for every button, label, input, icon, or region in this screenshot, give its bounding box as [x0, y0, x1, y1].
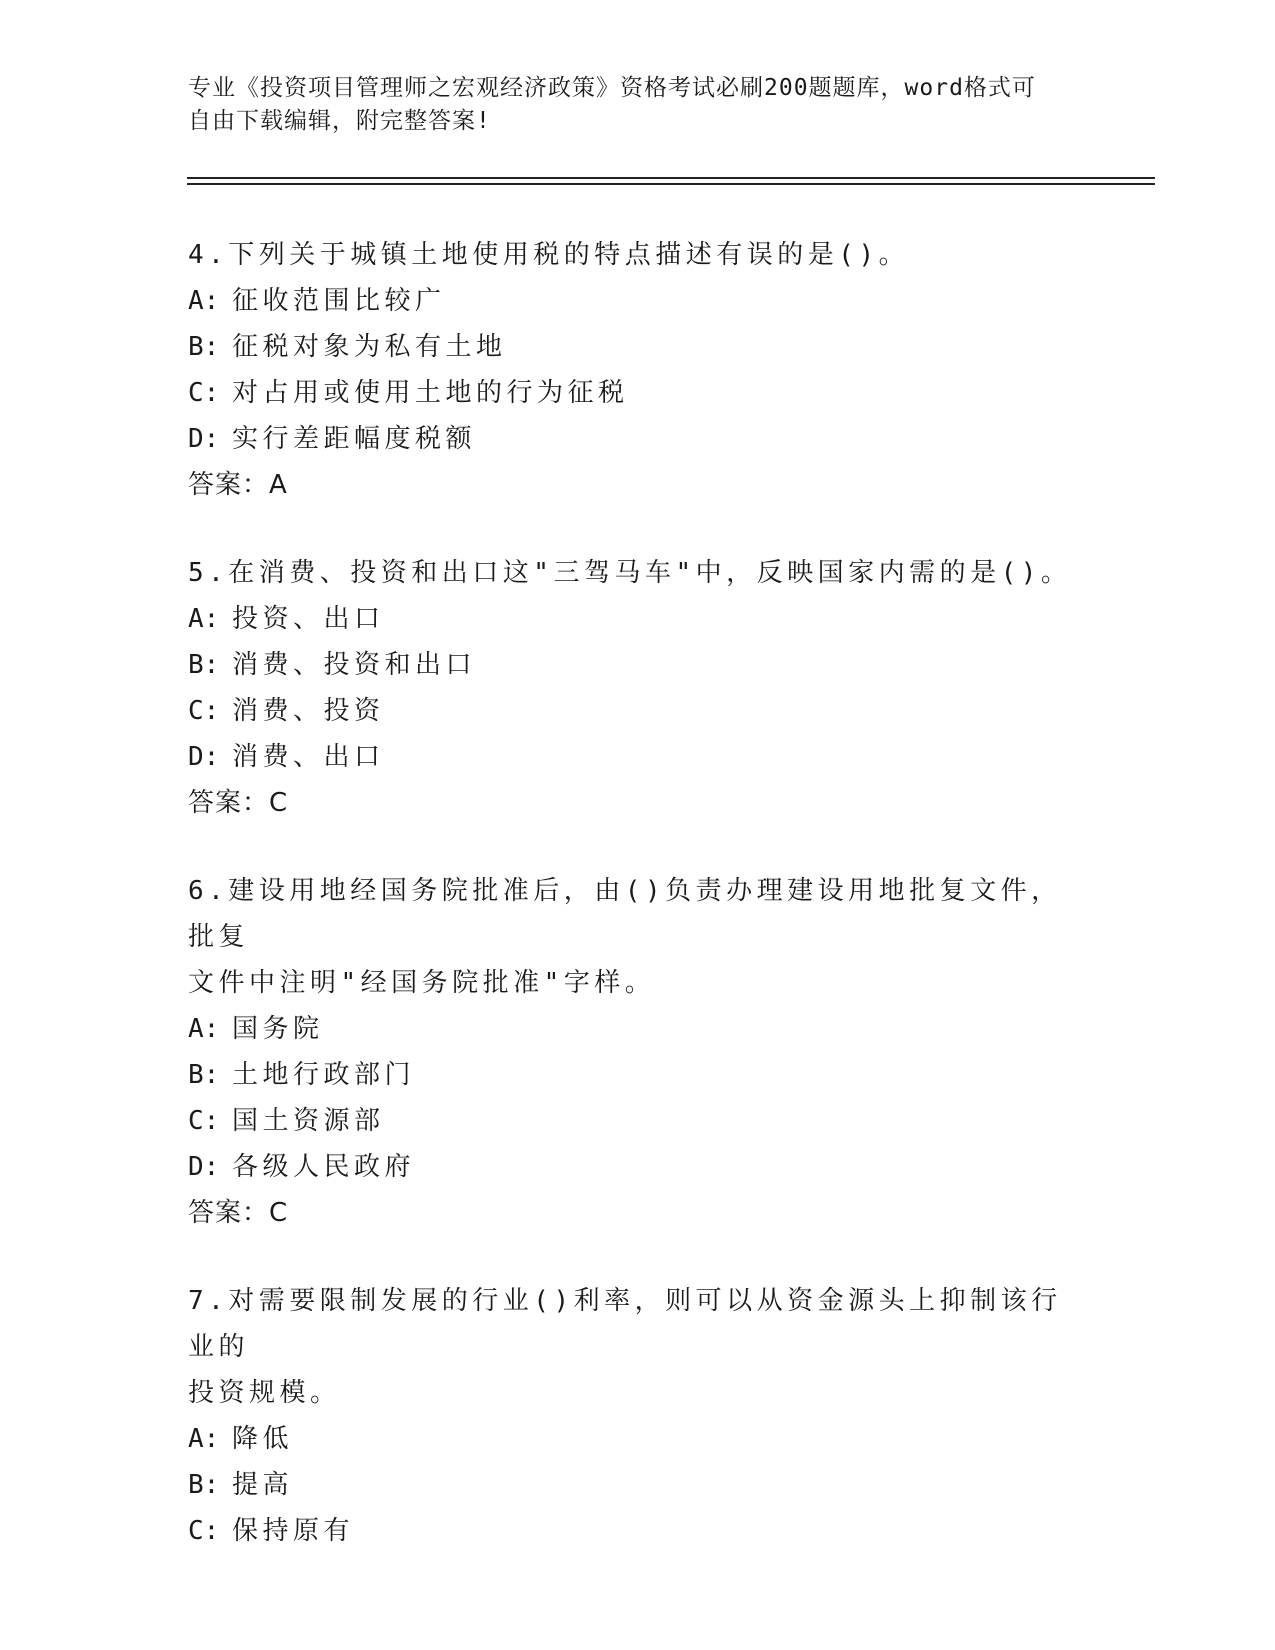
option-letter: A:	[188, 1014, 220, 1044]
answer-key: 答案：C	[188, 788, 289, 818]
answer-key: 答案：A	[188, 470, 288, 500]
option-letter: A:	[188, 1424, 220, 1454]
option-text: 消费、投资和出口	[232, 650, 477, 680]
answer-option	[188, 416, 1088, 462]
question-stem: 5.在消费、投资和出口这"三驾马车"中，反映国家内需的是()。	[188, 558, 1072, 588]
option-letter: C:	[188, 1516, 220, 1546]
option-text: 提高	[232, 1470, 294, 1500]
answer-key: 答案：C	[188, 1198, 289, 1228]
question-stem: 文件中注明"经国务院批准"字样。	[188, 968, 656, 998]
answer-option	[188, 1006, 1088, 1052]
answer-option	[188, 278, 1088, 324]
answer-option	[188, 1052, 1088, 1098]
question-item	[188, 550, 1088, 826]
option-letter: B:	[188, 1470, 220, 1500]
option-letter: D:	[188, 424, 220, 454]
option-letter: C:	[188, 378, 220, 408]
option-text: 降低	[232, 1424, 294, 1454]
question-item	[188, 868, 1088, 1236]
question-stem: 投资规模。	[188, 1378, 341, 1408]
answer-option	[188, 688, 1088, 734]
document-header	[188, 72, 1068, 138]
answer-option	[188, 1098, 1088, 1144]
answer-option	[188, 1144, 1088, 1190]
answer-option	[188, 734, 1088, 780]
option-text: 消费、出口	[232, 742, 385, 772]
option-text: 保持原有	[232, 1516, 355, 1546]
question-list	[188, 232, 1088, 1596]
option-text: 对占用或使用土地的行为征税	[232, 378, 629, 408]
option-letter: B:	[188, 332, 220, 362]
option-text: 国务院	[232, 1014, 324, 1044]
header-line-1: 专业《投资项目管理师之宏观经济政策》资格考试必刷200题题库，word格式可	[188, 75, 1036, 101]
option-letter: D:	[188, 1152, 220, 1182]
option-text: 投资、出口	[232, 604, 385, 634]
option-letter: B:	[188, 650, 220, 680]
header-line-2: 自由下载编辑，附完整答案!	[188, 108, 491, 134]
option-text: 国土资源部	[232, 1106, 385, 1136]
option-letter: B:	[188, 1060, 220, 1090]
answer-option	[188, 324, 1088, 370]
option-text: 各级人民政府	[232, 1152, 416, 1182]
option-letter: D:	[188, 742, 220, 772]
option-text: 土地行政部门	[232, 1060, 416, 1090]
answer-option	[188, 642, 1088, 688]
answer-option	[188, 596, 1088, 642]
header-divider-bottom	[187, 183, 1155, 185]
option-letter: C:	[188, 696, 220, 726]
question-item	[188, 1278, 1088, 1554]
question-item	[188, 232, 1088, 508]
question-stem: 7.对需要限制发展的行业()利率，则可以从资金源头上抑制该行业的	[188, 1286, 1062, 1362]
answer-option	[188, 1462, 1088, 1508]
answer-option	[188, 1416, 1088, 1462]
option-letter: A:	[188, 286, 220, 316]
answer-option	[188, 1508, 1088, 1554]
option-letter: A:	[188, 604, 220, 634]
option-letter: C:	[188, 1106, 220, 1136]
question-stem: 6.建设用地经国务院批准后，由()负责办理建设用地批复文件，批复	[188, 876, 1062, 952]
option-text: 征税对象为私有土地	[232, 332, 507, 362]
question-stem: 4.下列关于城镇土地使用税的特点描述有误的是()。	[188, 240, 910, 270]
header-divider-top	[187, 177, 1155, 179]
option-text: 消费、投资	[232, 696, 385, 726]
option-text: 征收范围比较广	[232, 286, 446, 316]
option-text: 实行差距幅度税额	[232, 424, 477, 454]
answer-option	[188, 370, 1088, 416]
